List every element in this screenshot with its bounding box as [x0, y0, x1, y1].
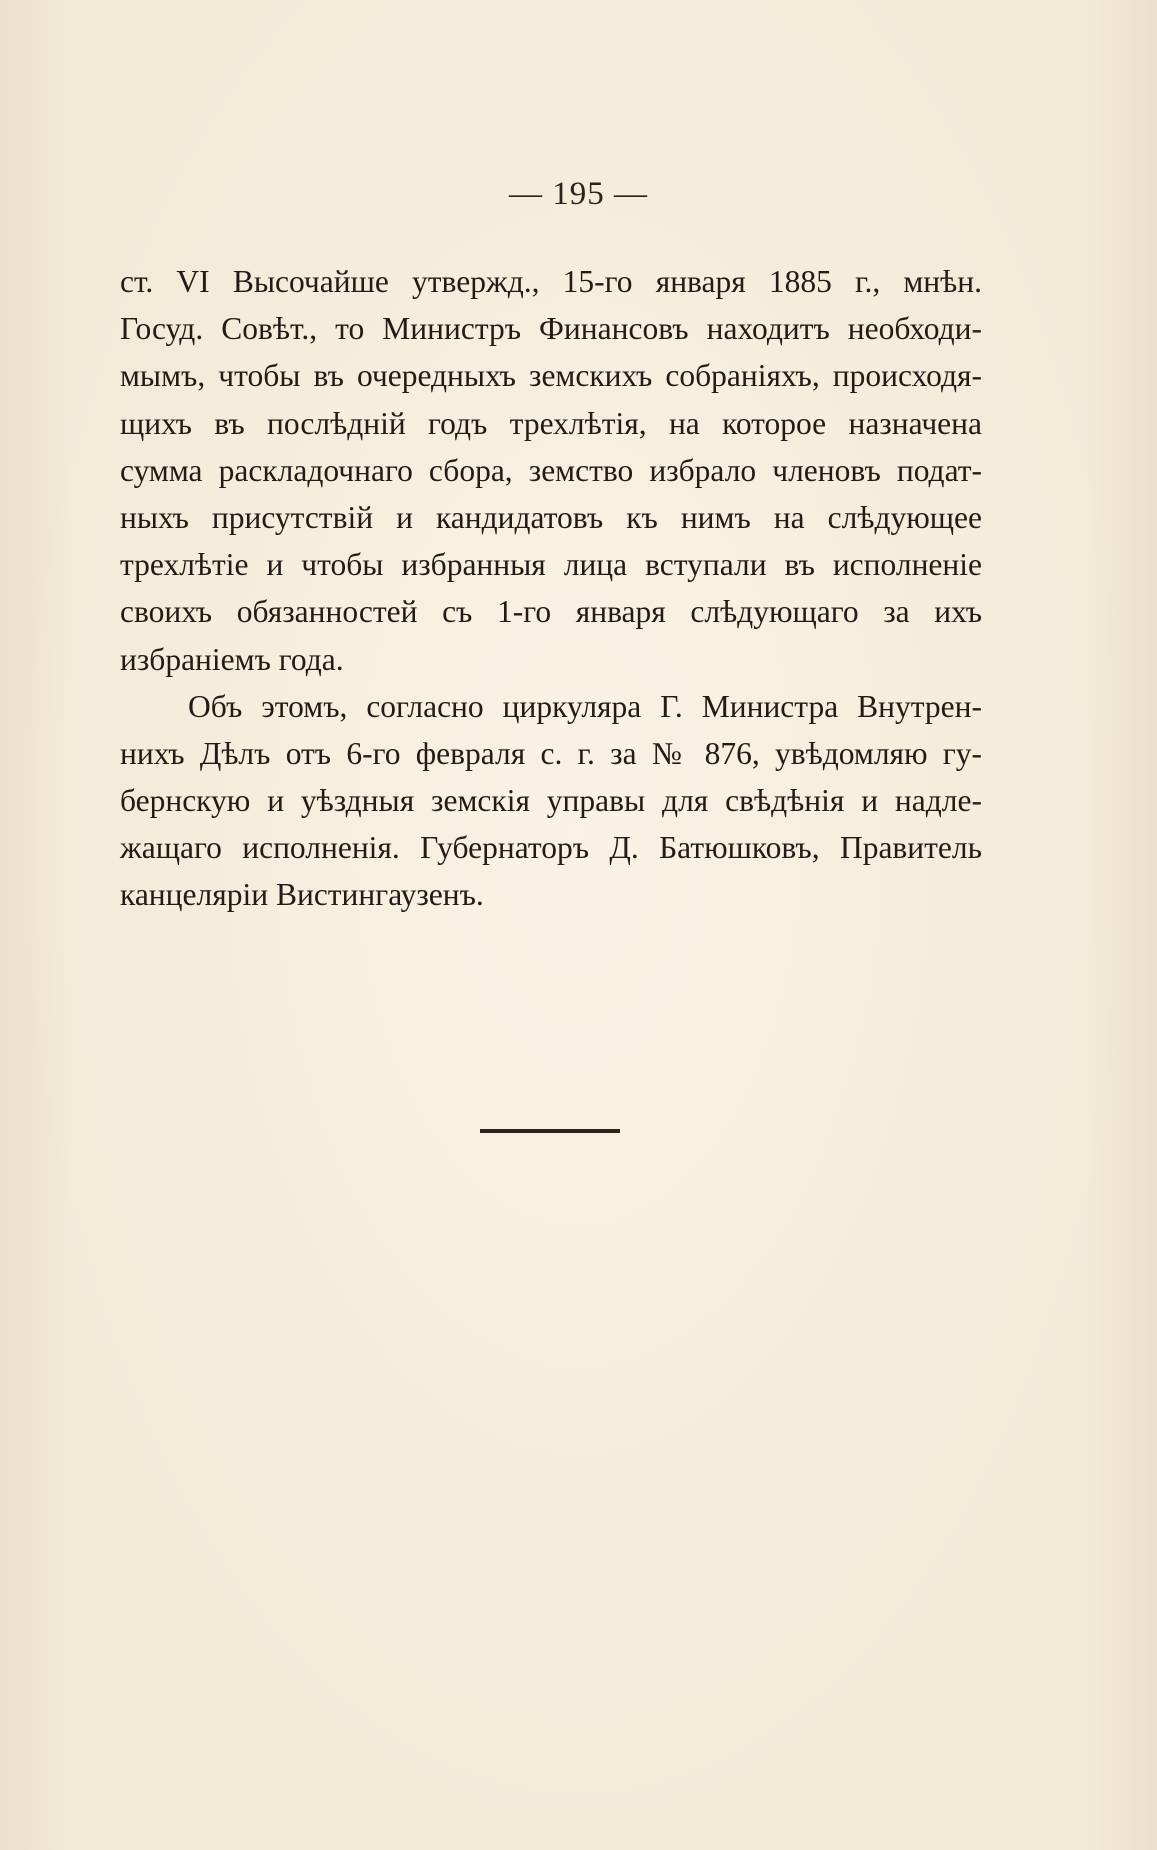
paragraph-1	[120, 258, 982, 683]
section-divider	[480, 1129, 620, 1133]
text-line: Госуд. Совѣт., то Министръ Финансовъ находитъ необходи-	[120, 311, 982, 347]
text-line: бернскую и уѣздныя земскія управы для свѣдѣнія и надле-	[120, 783, 982, 819]
text-line: трехлѣтіе и чтобы избранныя лица вступали въ исполненіе	[120, 547, 982, 583]
text-line: мымъ, чтобы въ очередныхъ земскихъ собраніяхъ, происходя-	[120, 358, 982, 394]
page-number: — 195 —	[509, 176, 648, 212]
text-line: канцеляріи Вистингаузенъ.	[120, 877, 484, 913]
paragraph-2	[120, 683, 982, 919]
text-line: ныхъ присутствій и кандидатовъ къ нимъ на слѣдующее	[120, 499, 982, 535]
text-line: нихъ Дѣлъ отъ 6-го февраля с. г. за № 876, увѣдомляю гу-	[120, 735, 982, 771]
text-line: жащаго исполненія. Губернаторъ Д. Батюшковъ, Правитель	[120, 830, 982, 866]
body-text	[120, 258, 982, 919]
text-line: сумма раскладочнаго сбора, земство избрало членовъ подат-	[120, 452, 982, 488]
text-line: щихъ въ послѣдній годъ трехлѣтія, на которое назначена	[120, 405, 982, 441]
text-line: своихъ обязанностей съ 1-го января слѣдующаго за ихъ	[120, 594, 982, 630]
text-line: избраніемъ года.	[120, 641, 344, 677]
text-line: ст. VI Высочайше утвержд., 15-го января 1885 г., мнѣн.	[120, 264, 982, 299]
text-line: Объ этомъ, согласно циркуляра Г. Министра Внутрен-	[188, 688, 982, 724]
